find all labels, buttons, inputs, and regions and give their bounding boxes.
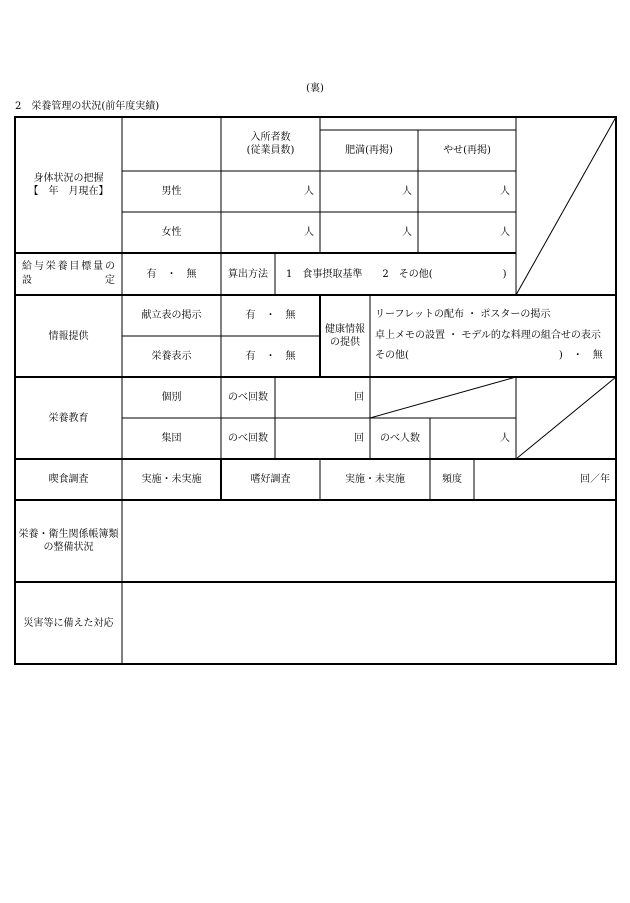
empty-cell-diagonal-education-individual <box>370 377 516 418</box>
page-side-label: (裏) <box>306 82 324 94</box>
menu-posting-presence: 有 ・ 無 <box>245 310 296 321</box>
education-individual-label: 個別 <box>161 392 182 403</box>
male-thin-unit: 人 <box>500 186 510 197</box>
male-obese-unit: 人 <box>402 186 412 197</box>
health-info-option: その他( ) ・ 無 <box>375 350 603 362</box>
row-label-male: 男性 <box>161 186 182 197</box>
frequency-label: 頻度 <box>442 474 462 485</box>
nutrition-target-presence: 有 ・ 無 <box>146 268 197 280</box>
residents-header: 入所者数 <box>250 132 291 143</box>
meal-survey-label: 喫食調査 <box>48 474 89 485</box>
calculation-method-options: 1 食事摂取基準 2 その他( ) <box>286 268 507 280</box>
nutrition-target-label-line2: 設 定 <box>22 275 115 286</box>
empty-cell-diagonal-education-right <box>516 377 616 459</box>
records-label-line2: の整備状況 <box>43 542 94 553</box>
health-info-label-line1: 健康情報 <box>325 324 365 335</box>
health-info-label-line2: の提供 <box>330 337 360 348</box>
info-provision-label: 情報提供 <box>48 330 89 342</box>
male-residents-unit: 人 <box>304 186 314 197</box>
body-status-label: 身体状況の把握 <box>33 173 104 184</box>
education-individual-count-label: のべ回数 <box>228 392 268 403</box>
records-label-cell <box>15 500 122 582</box>
records-entry-area <box>122 500 616 582</box>
education-group-count-unit: 回 <box>354 433 364 444</box>
female-residents-unit: 人 <box>304 227 314 238</box>
nutrition-labeling-presence: 有 ・ 無 <box>245 351 296 362</box>
nutrition-target-label-line1: 給与栄養目標量の <box>22 261 115 272</box>
education-group-people-unit: 人 <box>500 433 510 444</box>
menu-posting-label: 献立表の掲示 <box>141 310 202 321</box>
preference-survey-status: 実施・未実施 <box>345 474 405 485</box>
residents-header-sub: (従業員数) <box>246 145 295 156</box>
disaster-label: 災害等に備えた対応 <box>23 617 114 629</box>
female-obese-unit: 人 <box>402 227 412 238</box>
body-status-as-of: 【 年 月現在】 <box>28 186 109 197</box>
education-group-people-label: のべ人数 <box>380 433 420 444</box>
obese-header: 肥満(再掲) <box>345 145 393 156</box>
calculation-method-label: 算出方法 <box>228 268 268 280</box>
health-info-option: 卓上メモの設置 ・ モデル的な料理の組合せの表示 <box>375 329 601 341</box>
health-info-label-cell <box>320 295 370 377</box>
education-individual-count-unit: 回 <box>354 392 364 403</box>
preference-survey-label: 嗜好調査 <box>250 474 291 485</box>
section-title: 2 栄養管理の状況(前年度実績) <box>15 100 160 112</box>
education-group-count-label: のべ回数 <box>228 433 268 444</box>
frequency-unit: 回／年 <box>580 474 610 485</box>
health-info-option: リーフレットの配布 ・ ポスターの掲示 <box>375 309 551 321</box>
nutrition-labeling-label: 栄養表示 <box>151 351 192 362</box>
row-label-female: 女性 <box>161 227 182 238</box>
residents-header-cell <box>221 117 320 171</box>
education-group-label: 集団 <box>161 433 182 444</box>
thin-header: やせ(再掲) <box>443 145 491 156</box>
health-info-options <box>370 295 616 377</box>
female-thin-unit: 人 <box>500 227 510 238</box>
nutrition-target-label-cell <box>15 253 122 295</box>
disaster-entry-area <box>122 582 616 664</box>
nutrition-education-label: 栄養教育 <box>48 412 89 424</box>
empty-cell-diagonal-top-right <box>516 117 616 295</box>
meal-survey-status: 実施・未実施 <box>141 474 202 485</box>
records-label-line1: 栄養・衛生関係帳簿類 <box>18 529 119 540</box>
body-status-label-cell <box>15 117 122 253</box>
